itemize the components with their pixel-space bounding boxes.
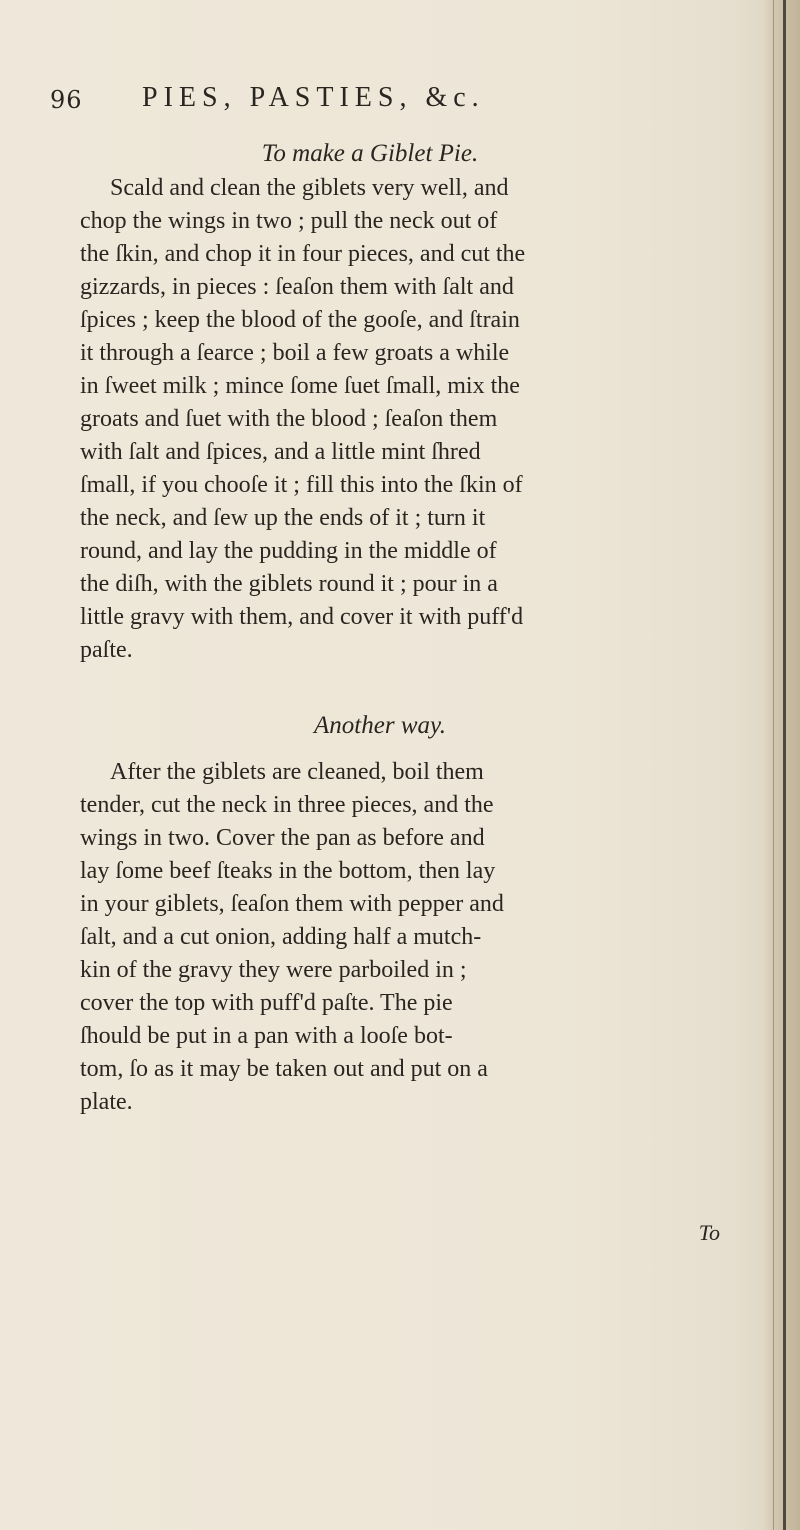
text-line: the ſkin, and chop it in four pieces, and cut the (80, 241, 526, 267)
recipe-title: To make a Giblet Pie. (261, 140, 479, 167)
text-line: After the giblets are cleaned, boil them (110, 759, 484, 785)
text-line: the diſh, with the giblets round it ; pour in a (80, 571, 498, 597)
text-line: with ſalt and ſpices, and a little mint ſhred (80, 439, 481, 465)
spine-edge-inner (773, 0, 774, 1530)
running-head: PIES, PASTIES, &c. (142, 82, 485, 113)
page-header (50, 82, 750, 122)
text-line: cover the top with puff'd paſte. The pie (80, 990, 453, 1016)
text-line: lay ſome beef ſteaks in the bottom, then lay (80, 858, 496, 884)
text-line: in your giblets, ſeaſon them with pepper and (80, 891, 504, 917)
text-line: wings in two. Cover the pan as before and (80, 825, 485, 851)
text-line: ſpices ; keep the blood of the gooſe, and ſtrain (80, 307, 520, 333)
text-line: tender, cut the neck in three pieces, and the (80, 792, 494, 818)
text-line: ſalt, and a cut onion, adding half a mutch- (80, 924, 482, 950)
recipe-body (80, 172, 760, 667)
recipe-body-alt (80, 756, 760, 1119)
text-line: Scald and clean the giblets very well, and (110, 175, 509, 201)
text-line: chop the wings in two ; pull the neck out of (80, 208, 498, 234)
text-line: it through a ſearce ; boil a few groats a while (80, 340, 510, 366)
text-line: little gravy with them, and cover it with puff'd (80, 604, 524, 630)
text-line: plate. (80, 1089, 133, 1115)
text-line: ſmall, if you chooſe it ; fill this into the ſkin of (80, 472, 523, 498)
catchword: To (698, 1220, 720, 1245)
spine-edge (783, 0, 786, 1530)
text-line: the neck, and ſew up the ends of it ; turn it (80, 505, 486, 531)
text-line: groats and ſuet with the blood ; ſeaſon them (80, 406, 498, 432)
text-line: tom, ſo as it may be taken out and put on a (80, 1056, 488, 1082)
text-line: paſte. (80, 637, 133, 663)
text-line: in ſweet milk ; mince ſome ſuet ſmall, mix the (80, 373, 520, 399)
text-line: round, and lay the pudding in the middle of (80, 538, 497, 564)
text-line: kin of the gravy they were parboiled in ; (80, 957, 467, 983)
text-line: ſhould be put in a pan with a looſe bot- (80, 1023, 453, 1049)
book-spine (762, 0, 800, 1530)
text-line: gizzards, in pieces : ſeaſon them with ſalt and (80, 274, 514, 300)
page-number: 96 (50, 86, 83, 114)
recipe-subtitle: Another way. (314, 712, 446, 739)
